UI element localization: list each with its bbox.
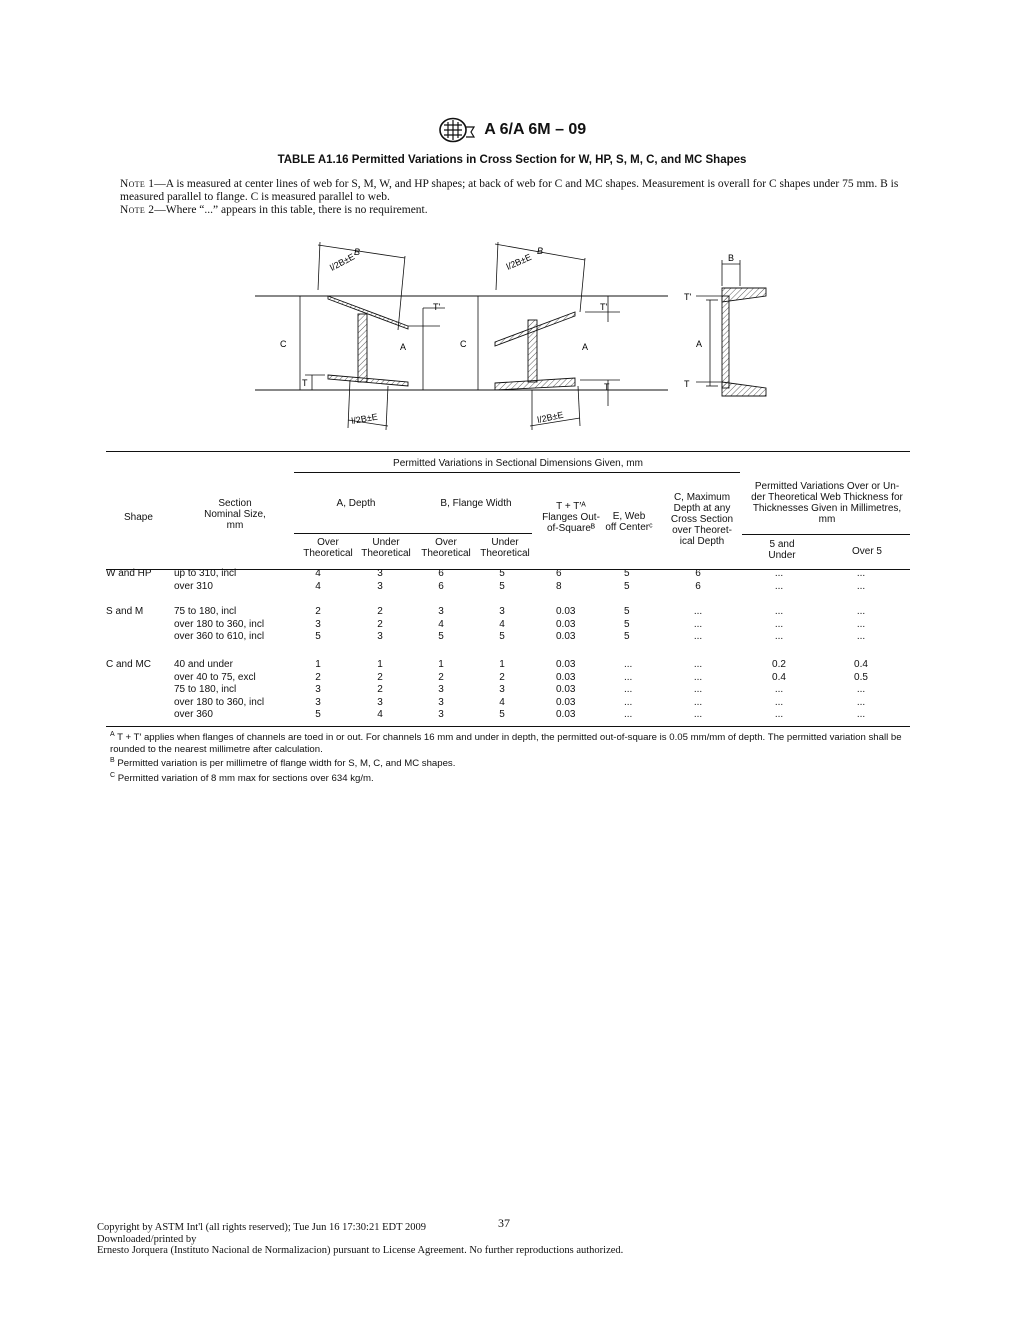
- s-shape-figure: [474, 242, 620, 430]
- table-cell: 1: [315, 659, 321, 670]
- fig1-t-prime-label: T': [433, 302, 441, 312]
- footnote-a: $^A$ T + T′ applies when flanges of channels are toed in or out. For channels 16 mm and under in depth, the permitted out-of-square is 0.05 mm/mm of depth. The permitted variation shall be rounded to the nearest millimetre after calculation.: [110, 731, 902, 755]
- table-cell: 5: [624, 568, 630, 579]
- table-cell: 5: [499, 709, 505, 721]
- table-cell: over 40 to 75, excl: [174, 671, 256, 683]
- table-cell: ...: [693, 606, 703, 617]
- table-cell: 2: [377, 684, 383, 696]
- fig1-c-label: C: [280, 339, 287, 349]
- document-header: [0, 117, 1024, 143]
- table-cell: 0.03: [556, 684, 576, 696]
- table-cell: 3: [315, 684, 321, 696]
- shape-label: W and HP: [106, 568, 152, 579]
- table-cell: 3: [499, 684, 505, 696]
- footer-copyright: Copyright by ASTM Int'l (all rights reserved); Tue Jun 16 17:30:21 EDT 2009: [97, 1222, 426, 1233]
- channel-shape-figure: [696, 260, 766, 396]
- table-cell: ...: [774, 618, 784, 630]
- col-header-b-flange: B, Flange Width: [440, 498, 512, 509]
- col-header-web: Permitted Variations Over or Un- der Theoretical Web Thickness for Thicknesses Given in Millimetres, mm: [751, 481, 903, 525]
- table-cell: 2: [499, 671, 505, 683]
- table-cell: 6: [438, 580, 444, 592]
- col-header-b-over: Over Theoretical: [421, 537, 471, 559]
- table-cell: ...: [856, 696, 866, 708]
- col-header-web-5under: 5 and Under: [768, 539, 796, 561]
- table-cell: 0.03: [556, 631, 576, 643]
- table-cell: 4: [499, 696, 505, 708]
- table-cell: 4: [438, 618, 444, 630]
- table-cell: 3: [438, 606, 444, 617]
- table-cell: 3: [315, 696, 321, 708]
- table-cell: ...: [624, 696, 633, 708]
- table-cell: 0.03: [556, 709, 576, 721]
- table-cell: 5: [624, 618, 630, 630]
- fig1-t-label: T: [302, 378, 308, 388]
- shape-label: S and M: [106, 606, 144, 617]
- table-cell: ...: [774, 696, 784, 708]
- table-cell: 6: [695, 580, 701, 592]
- table-cell: 4: [315, 568, 321, 579]
- table-cell: ...: [693, 671, 703, 683]
- col-header-web-over5: Over 5: [851, 546, 882, 557]
- table-cell: 4: [499, 618, 505, 630]
- table-cell: 8: [556, 580, 562, 592]
- table-cell: 6: [695, 568, 701, 579]
- table-cell: ...: [856, 618, 866, 630]
- fig2-t-label: T: [604, 382, 610, 392]
- table-cell: 2: [438, 671, 444, 683]
- footer-downloaded: Downloaded/printed by: [97, 1233, 197, 1245]
- fig3-t-prime-label: T': [684, 292, 692, 302]
- table-cell: ...: [624, 684, 633, 696]
- table-cell: 2: [315, 671, 321, 683]
- footnote-c: $^C$ Permitted variation of 8 mm max for sections over 634 kg/m.: [110, 771, 374, 784]
- group-header: Permitted Variations in Sectional Dimensions Given, mm: [393, 458, 643, 469]
- table-cell: ...: [624, 709, 633, 721]
- table-cell: 3: [377, 580, 383, 592]
- table-cell: 3: [499, 606, 505, 617]
- fig1-half-b-bottom-label: l/2B±E: [350, 411, 379, 426]
- table-cell: ...: [693, 659, 703, 670]
- table-cell: up to 310, incl: [174, 568, 237, 579]
- table-cell: 3: [377, 696, 383, 708]
- table-cell: 40 and under: [174, 659, 233, 670]
- table-cell: 2: [315, 606, 321, 617]
- table-cell: 5: [624, 580, 630, 592]
- table-cell: 0.2: [772, 659, 786, 670]
- table-cell: ...: [774, 606, 784, 617]
- note-2: Note 2—Where “...” appears in this table, there is no requirement.: [120, 204, 428, 216]
- table-cell: 5: [315, 631, 321, 643]
- col-header-section: Section Nominal Size, mm: [204, 498, 266, 531]
- table-title: TABLE A1.16 Permitted Variations in Cross Section for W, HP, S, M, C, and MC Shapes: [277, 154, 747, 166]
- standard-designation: A 6/A 6M – 09: [484, 121, 587, 138]
- col-header-e: E, Web off Centerᶜ: [605, 511, 653, 533]
- table-cell: ...: [856, 606, 866, 617]
- table-cell: ...: [856, 580, 866, 592]
- fig3-b-label: B: [728, 253, 735, 263]
- col-header-tt: T + T′ᴬ Flanges Out- of-Squareᴮ: [542, 501, 600, 534]
- table-cell: over 180 to 360, incl: [174, 696, 265, 708]
- table-cell: 1: [438, 659, 444, 670]
- fig2-t-prime-label: T': [600, 302, 608, 312]
- col-header-c: C, Maximum Depth at any Cross Section over Theoret- ical Depth: [670, 492, 734, 547]
- fig2-b-label: B: [536, 246, 544, 256]
- footer-licensee: Ernesto Jorquera (Instituto Nacional de Normalizacion) pursuant to License Agreement. No further reproductions authorized.: [97, 1245, 624, 1257]
- page-footer: [97, 1222, 623, 1257]
- table-cell: 5: [624, 606, 630, 617]
- page-number: 37: [498, 1216, 510, 1230]
- note-1: Note 1—A is measured at center lines of web for S, M, W, and HP shapes; at back of web for C and MC shapes. Measurement is overall for C shapes under 75 mm. B is measured parallel to flange. C is measured parallel to web.: [120, 178, 899, 203]
- col-header-b-under: Under Theoretical: [480, 537, 530, 559]
- table-cell: over 360: [174, 709, 213, 721]
- table-cell: 3: [315, 618, 321, 630]
- col-header-a-under: Under Theoretical: [361, 537, 411, 559]
- col-header-a-depth: A, Depth: [336, 498, 376, 509]
- table-cell: ...: [693, 618, 703, 630]
- table-cell: ...: [693, 684, 703, 696]
- table-cell: over 310: [174, 580, 213, 592]
- table-cell: 5: [438, 631, 444, 643]
- table-cell: ...: [856, 684, 866, 696]
- table-cell: 4: [377, 709, 383, 721]
- table-cell: 5: [499, 580, 505, 592]
- table-cell: ...: [693, 631, 703, 643]
- fig1-half-b-label: l/2B±E: [328, 251, 357, 273]
- table-cell: ...: [774, 709, 784, 721]
- table-cell: ...: [856, 709, 866, 721]
- table-cell: 2: [377, 618, 383, 630]
- table-cell: 75 to 180, incl: [174, 606, 237, 617]
- w-shape-figure: [296, 242, 445, 430]
- table-cell: 0.5: [854, 671, 868, 683]
- table-cell: 3: [377, 631, 383, 643]
- table-cell: 0.03: [556, 696, 576, 708]
- table-cell: 5: [624, 631, 630, 643]
- table-cell: 5: [315, 709, 321, 721]
- table-cell: 2: [377, 671, 383, 683]
- astm-logo-icon: [438, 117, 476, 143]
- table-cell: 0.03: [556, 671, 576, 683]
- table-cell: 0.03: [556, 606, 576, 617]
- table-cell: ...: [774, 580, 784, 592]
- notes: [106, 178, 914, 217]
- table-cell: 3: [438, 696, 444, 708]
- table-cell: 6: [556, 568, 562, 579]
- fig3-a-label: A: [696, 339, 703, 349]
- fig2-a-label: A: [582, 342, 589, 352]
- table-cell: 0.03: [556, 659, 576, 670]
- table-cell: 0.03: [556, 618, 576, 630]
- fig1-a-label: A: [400, 342, 407, 352]
- fig2-half-b-label: l/2B±E: [504, 251, 533, 272]
- table-cell: ...: [624, 671, 633, 683]
- cross-section-diagram: [240, 230, 780, 440]
- table-cell: 3: [438, 684, 444, 696]
- col-header-shape: Shape: [124, 512, 153, 523]
- table-cell: 3: [377, 568, 383, 579]
- table-cell: ...: [774, 631, 784, 643]
- table-cell: 75 to 180, incl: [174, 684, 237, 696]
- table-cell: ...: [693, 696, 703, 708]
- table-cell: ...: [774, 568, 784, 579]
- table-cell: 1: [377, 659, 383, 670]
- table-cell: 5: [499, 631, 505, 643]
- fig2-half-b-bottom-label: l/2B±E: [536, 409, 565, 425]
- table-cell: over 180 to 360, incl: [174, 618, 265, 630]
- fig3-t-label: T: [684, 379, 690, 389]
- table-cell: 3: [438, 709, 444, 721]
- table-cell: 5: [499, 568, 505, 579]
- shape-label: C and MC: [106, 659, 152, 670]
- table-cell: 6: [438, 568, 444, 579]
- table-cell: ...: [693, 709, 703, 721]
- table-cell: 0.4: [854, 659, 868, 670]
- table-cell: over 360 to 610, incl: [174, 631, 265, 643]
- table-cell: ...: [774, 684, 784, 696]
- table-footnotes: [106, 729, 916, 784]
- table-cell: ...: [624, 659, 633, 670]
- fig1-b-label: B: [353, 247, 361, 257]
- table-cell: 1: [499, 659, 505, 670]
- table-cell: ...: [856, 631, 866, 643]
- col-header-a-over: Over Theoretical: [303, 537, 353, 559]
- table-cell: 0.4: [772, 671, 786, 683]
- table-cell: 4: [315, 580, 321, 592]
- table-cell: 2: [377, 606, 383, 617]
- footnote-b: $^B$ Permitted variation is per millimetre of flange width for S, M, C, and MC shapes.: [110, 757, 456, 770]
- fig2-c-label: C: [460, 339, 467, 349]
- table-cell: ...: [856, 568, 866, 579]
